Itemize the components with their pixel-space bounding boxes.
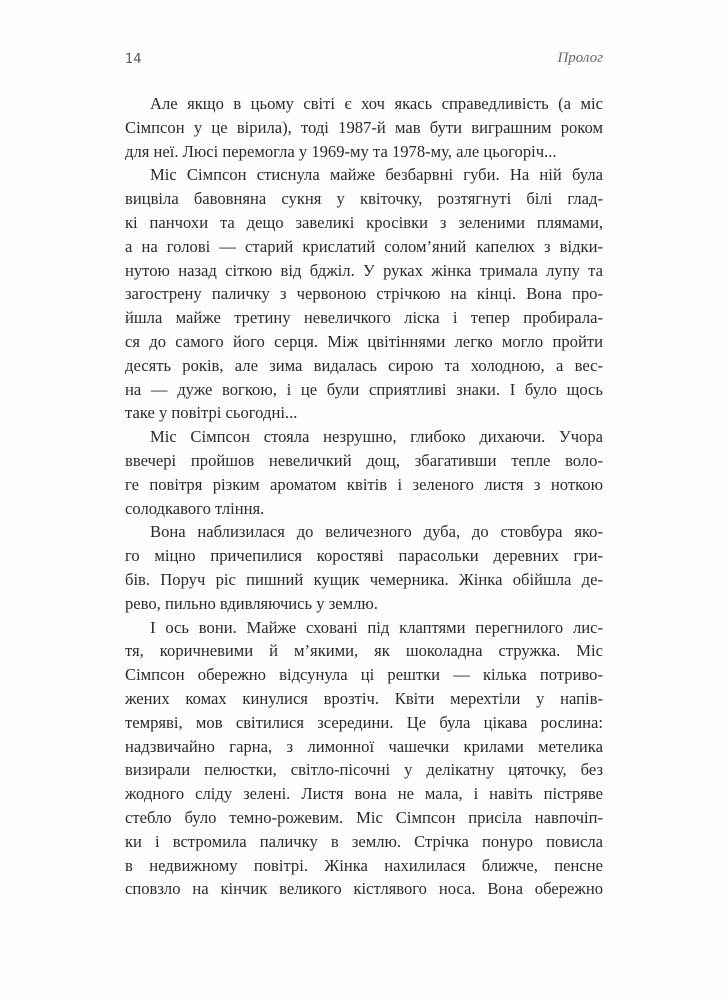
text-line: сповзло на кінчик великого кістлявого носа. Вона обережно: [125, 879, 603, 899]
text-line: надзвичайно гарна, з лимонної чашечки крилами метелика: [125, 736, 603, 756]
text-line: на — дуже вогкою, і це були сприятливі знаки. І було щось: [125, 379, 603, 399]
text-line: Сімпсон у це вірила), тоді 1987-й мав бути виграшним роком: [125, 117, 603, 137]
text-line: ввечері пройшов невеличкий дощ, збагативши тепле воло-: [125, 450, 603, 470]
text-line: стебло було темно-рожевим. Міс Сімпсон присіла навпочіп-: [125, 807, 603, 827]
text-line: Міс Сімпсон стояла незрушно, глибоко дихаючи. Учора: [150, 427, 603, 447]
text-line: а на голові — старий крислатий солом’яний капелюх з відки-: [125, 236, 603, 256]
page-number: 14: [125, 52, 142, 67]
text-line: кі панчохи та дещо завеликі кросівки з зеленими плямами,: [125, 212, 603, 232]
text-line: десять років, але зима видалась сирою та холодною, а вес-: [125, 355, 603, 375]
text-line: Міс Сімпсон стиснула майже безбарвні губи. На ній була: [150, 165, 603, 185]
text-line: Але якщо в цьому світі є хоч якась справедливість (а міс: [150, 94, 603, 113]
text-line: І ось вони. Майже сховані під клаптями перегнилого лис-: [150, 617, 603, 637]
body-text: [125, 92, 603, 901]
text-line: жених комах кинулися врозтіч. Квіти мерехтіли у напів-: [125, 688, 603, 708]
text-line: загострену паличку з червоною стрічкою на кінці. Вона про-: [125, 284, 603, 304]
text-line: жодного сліду зелені. Листя вона не мала, і навіть пістряве: [125, 784, 603, 804]
chapter-title: Пролог: [557, 50, 603, 66]
text-line: нутою назад сіткою від бджіл. У руках жінка тримала лупу та: [125, 260, 603, 280]
text-line: ге повітря різким ароматом квітів і зеленого листя з ноткою: [125, 474, 603, 494]
text-line: бів. Поруч ріс пишний кущик чемерника. Жінка обійшла де-: [125, 569, 603, 589]
text-line: ся до самого його серця. Між цвітіннями легко могло пройти: [125, 331, 603, 351]
text-line: ки і встромила паличку в землю. Стрічка понуро повисла: [125, 831, 603, 851]
text-line: для неї. Люсі перемогла у 1969-му та 1978-му, але цьогоріч...: [125, 141, 557, 161]
text-line: таке у повітрі сьогодні...: [125, 403, 298, 423]
text-line: вицвіла бавовняна сукня у квіточку, розтягнуті білі глад-: [125, 189, 603, 209]
text-line: солодкавого тління.: [125, 498, 265, 518]
text-line: визирали пелюстки, світло-пісочні у делікатну цяточку, без: [125, 760, 603, 780]
text-line: рево, пильно вдивляючись у землю.: [125, 593, 378, 613]
text-line: тя, коричневими й м’якими, як шоколадна стружка. Міс: [125, 641, 603, 661]
text-line: в недвижному повітрі. Жінка нахилилася ближче, пенсне: [125, 855, 603, 875]
text-line: Вона наблизилася до величезного дуба, до стовбура яко-: [150, 522, 603, 542]
text-line: темряві, мов світилися зсередини. Це була цікава рослина:: [125, 712, 603, 732]
running-header: [125, 50, 603, 72]
text-line: йшла майже третину невеличкого ліска і тепер пробирала-: [125, 308, 603, 328]
text-line: го міцно причепилися коростяві парасольки деревних гри-: [125, 546, 603, 566]
text-line: Сімпсон обережно відсунула ці рештки — кілька потриво-: [125, 665, 603, 685]
